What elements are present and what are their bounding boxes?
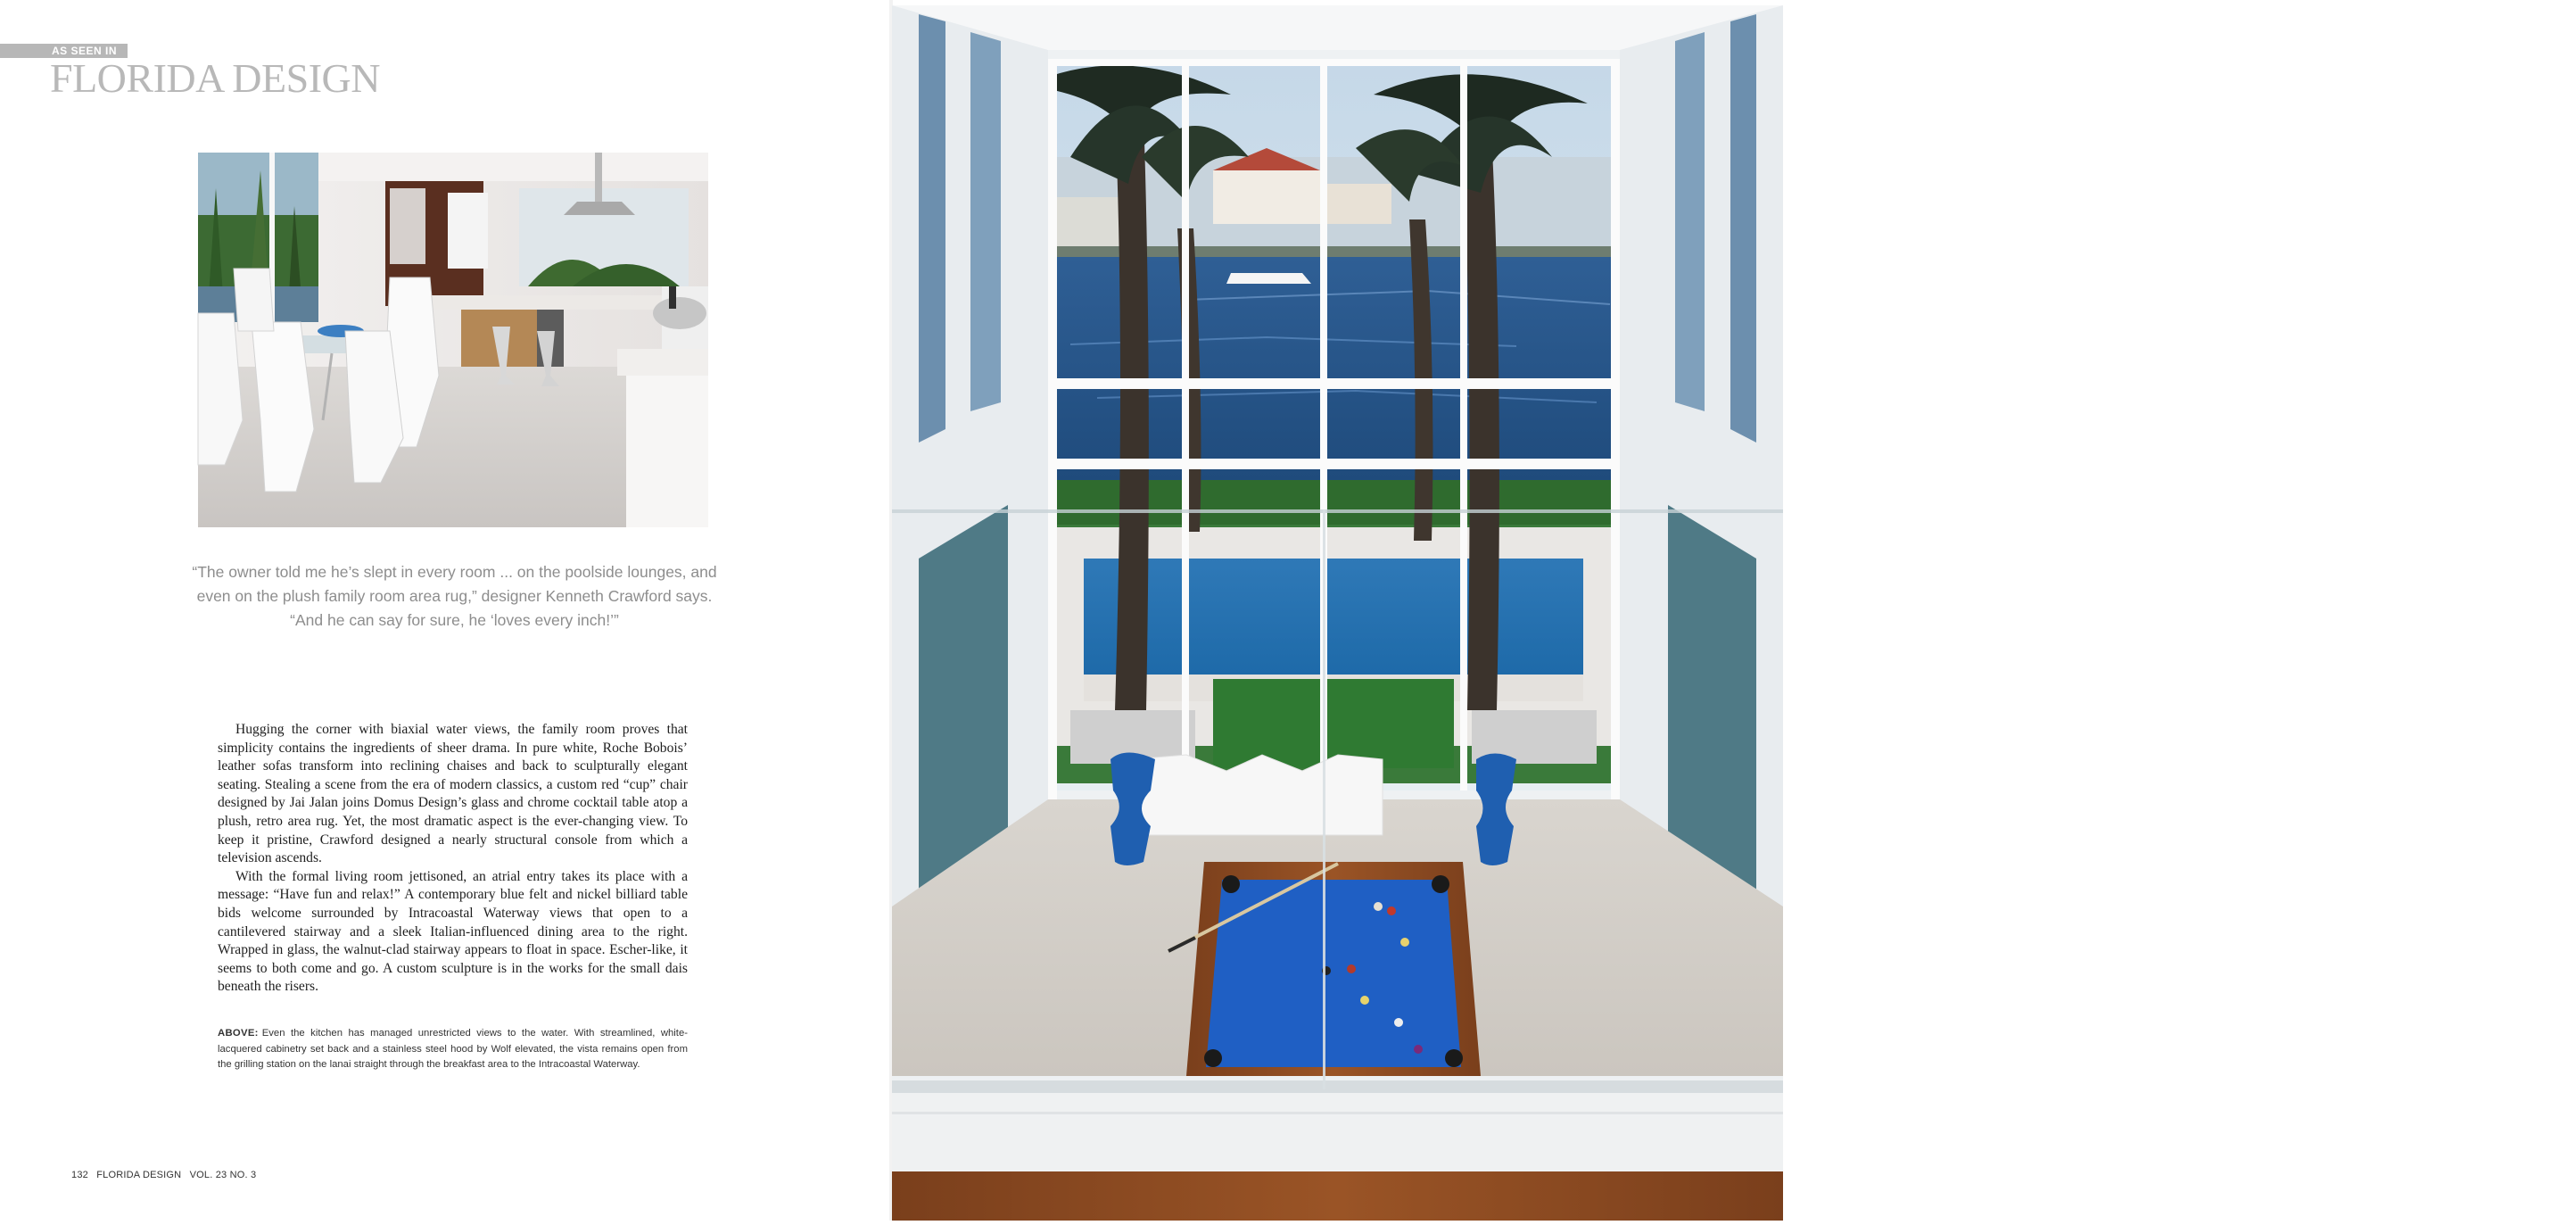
left-page [0,0,889,1221]
entry-illustration [892,5,1783,1221]
masthead-title: FLORIDA DESIGN [50,55,380,101]
body-paragraph-2: With the formal living room jettisoned, an atrial entry takes its place with a message: “Have fun and relax!” A contemporary blue felt and nickel billiard table bids welcome surrounded by Intracoastal Waterway views that open to a cantilevered stairway and a sleek Italian-influenced dining area to the right. Wrapped in glass, the walnut-clad stairway appears to float in space. Escher-like, it seems to both come and go. A custom sculpture is in the works for the small dais beneath the risers. [218,868,688,995]
folio-publication: FLORIDA DESIGN [96,1170,182,1180]
caption-text: Even the kitchen has managed unrestricted views to the water. With streamlined, white-lacquered cabinetry set back and a stainless steel hood by Wolf elevated, the vista remains open from the grilling station on the lanai straight through the breakfast area to the Intracoastal Waterway. [218,1028,688,1070]
caption-lead: ABOVE: [218,1028,259,1039]
body-paragraph-1: Hugging the corner with biaxial water views, the family room proves that simplicity contains the ingredients of sheer drama. In pure white, Roche Bobois’ leather sofas transform into reclining chaises and back to sculpturally elegant seating. Stealing a scene from the era of modern classics, a custom red “cup” chair designed by Jai Jalan joins Domus Design’s glass and chrome cocktail table atop a plush, retro area rug. Yet, the most dramatic aspect is the ever-changing view. To keep it pristine, Crawford designed a nearly structural console from which a television ascends. [218,722,688,866]
entry-caption: The uniquely blue and walnut-trimmed table from Mitchell Exclusive Billiards takes prominence in the entry, where Brueton’s angular, white leather bench from E.G. Cody provides a scenic spot to sit and wait for the next turn at play. [2393,960,2576,1055]
entry-photo [892,5,2576,1221]
pull-quote: “The owner told me he’s slept in every room ... on the poolside lounges, and even on the plush family room area rug,” designer Kenneth Crawford says. “And he can say for sure, he ‘loves every inch!’” [192,563,717,629]
kitchen-photo [198,153,708,527]
kicker-label: AS SEEN IN [52,45,118,57]
kitchen-caption [218,1026,688,1073]
article-body [218,721,688,997]
page-number: 132 [71,1170,88,1180]
folio [71,1170,261,1180]
kitchen-illustration [198,153,708,527]
folio-volume: VOL. 23 NO. 3 [189,1170,257,1180]
